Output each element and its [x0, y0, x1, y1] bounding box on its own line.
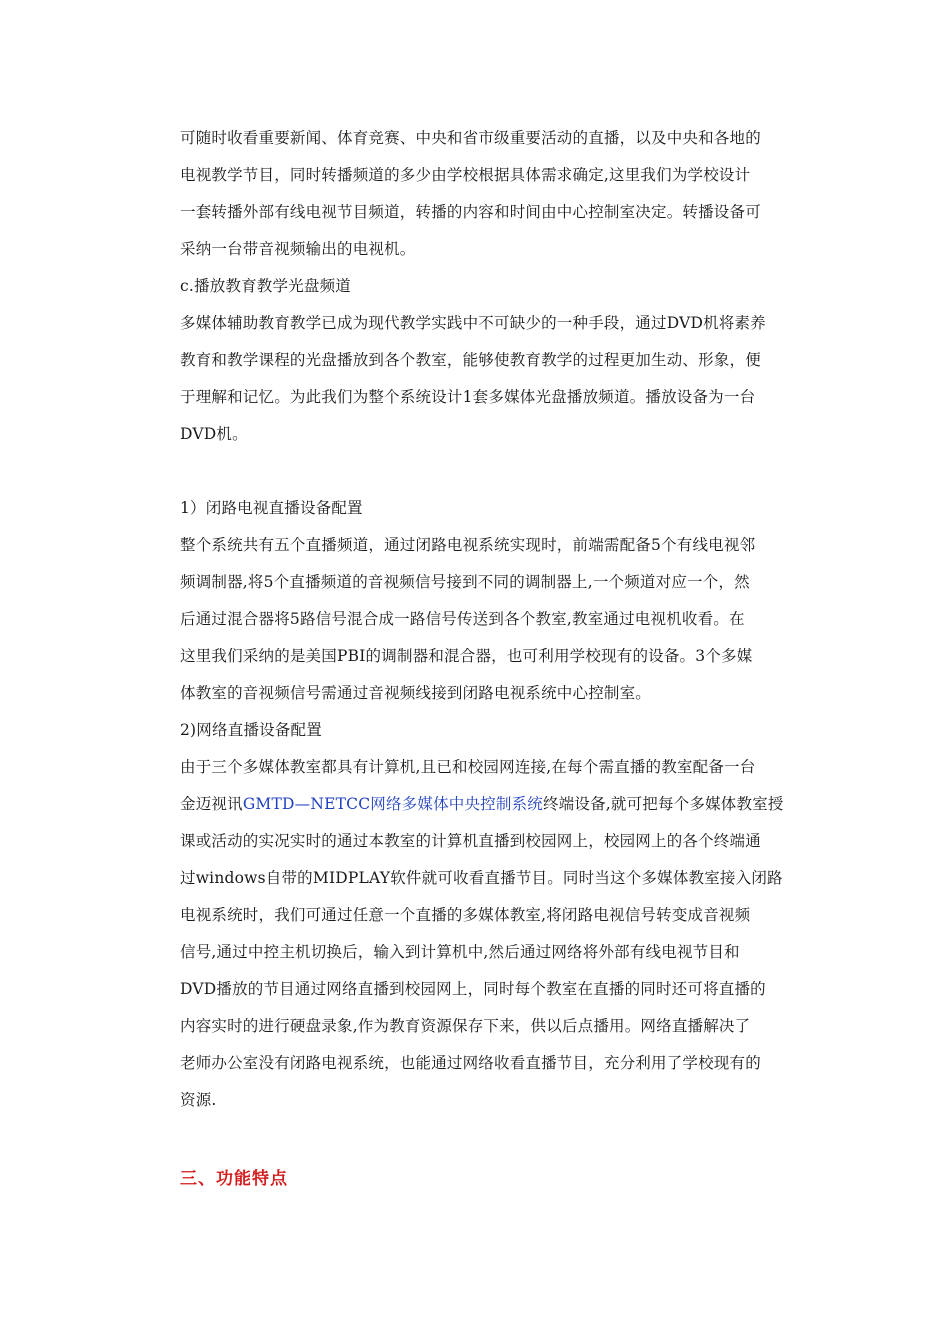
paragraph-line: 后通过混合器将5路信号混合成一路信号传送到各个教室,教室通过电视机收看。在 — [180, 610, 745, 628]
paragraph-line: 电视系统时，我们可通过任意一个直播的多媒体教室,将闭路电视信号转变成音视频 — [180, 906, 751, 924]
paragraph-line: 过windows自带的MIDPLAY软件就可收看直播节目。同时当这个多媒体教室接入闭路 — [180, 869, 783, 887]
paragraph-line: DVD机。 — [180, 425, 248, 443]
paragraph-line: 课或活动的实况实时的通过本教室的计算机直播到校园网上，校园网上的各个终端通 — [180, 832, 761, 850]
paragraph-line: 信号,通过中控主机切换后，输入到计算机中,然后通过网络将外部有线电视节目和 — [180, 943, 740, 961]
paragraph-line: DVD播放的节目通过网络直播到校园网上，同时每个教室在直播的同时还可将直播的 — [180, 980, 766, 998]
paragraph-line: 由于三个多媒体教室都具有计算机,且已和校园网连接,在每个需直播的教室配备一台 — [180, 758, 756, 776]
paragraph-line: 多媒体辅助教育教学已成为现代教学实践中不可缺少的一种手段，通过DVD机将素养 — [180, 314, 766, 332]
paragraph-line: 老师办公室没有闭路电视系统，也能通过网络收看直播节目，充分利用了学校现有的 — [180, 1054, 761, 1072]
section-heading: 三、功能特点 — [180, 1169, 288, 1189]
blank-line — [180, 453, 780, 490]
paragraph-line: 体教室的音视频信号需通过音视频线接到闭路电视系统中心控制室。 — [180, 684, 652, 702]
text-suffix: 终端设备,就可把每个多媒体教室授 — [542, 795, 784, 813]
section-title-1: 1）闭路电视直播设备配置 — [180, 499, 363, 517]
paragraph-line: 教育和教学课程的光盘播放到各个教室，能够使教育教学的过程更加生动、形象，便 — [180, 351, 761, 369]
section-title-2: 2)网络直播设备配置 — [180, 721, 322, 739]
paragraph-line: 可随时收看重要新闻、体育竞赛、中央和省市级重要活动的直播，以及中央和各地的 — [180, 129, 761, 147]
paragraph-line: 一套转播外部有线电视节目频道，转播的内容和时间由中心控制室决定。转播设备可 — [180, 203, 761, 221]
text-prefix: 金迈视讯 — [180, 795, 243, 813]
paragraph-line: 资源. — [180, 1091, 217, 1109]
section-title-c: c.播放教育教学光盘频道 — [180, 277, 352, 295]
paragraph-line: 采纳一台带音视频输出的电视机。 — [180, 240, 416, 258]
paragraph-line: 内容实时的进行硬盘录象,作为教育资源保存下来，供以后点播用。网络直播解决了 — [180, 1017, 751, 1035]
paragraph-line: 于理解和记忆。为此我们为整个系统设计1套多媒体光盘播放频道。播放设备为一台 — [180, 388, 756, 406]
document-body — [180, 120, 784, 1119]
paragraph-line: 频调制器,将5个直播频道的音视频信号接到不同的调制器上,一个频道对应一个，然 — [180, 573, 750, 591]
paragraph-line-with-link — [180, 786, 784, 823]
paragraph-line: 电视教学节目，同时转播频道的多少由学校根据具体需求确定,这里我们为学校设计 — [180, 166, 751, 184]
paragraph-line: 整个系统共有五个直播频道，通过闭路电视系统实现时，前端需配备5个有线电视邻 — [180, 536, 756, 554]
paragraph-line: 这里我们采纳的是美国PBI的调制器和混合器，也可利用学校现有的设备。3个多媒 — [180, 647, 753, 665]
product-link[interactable]: GMTD—NETCC网络多媒体中央控制系统 — [242, 795, 543, 813]
